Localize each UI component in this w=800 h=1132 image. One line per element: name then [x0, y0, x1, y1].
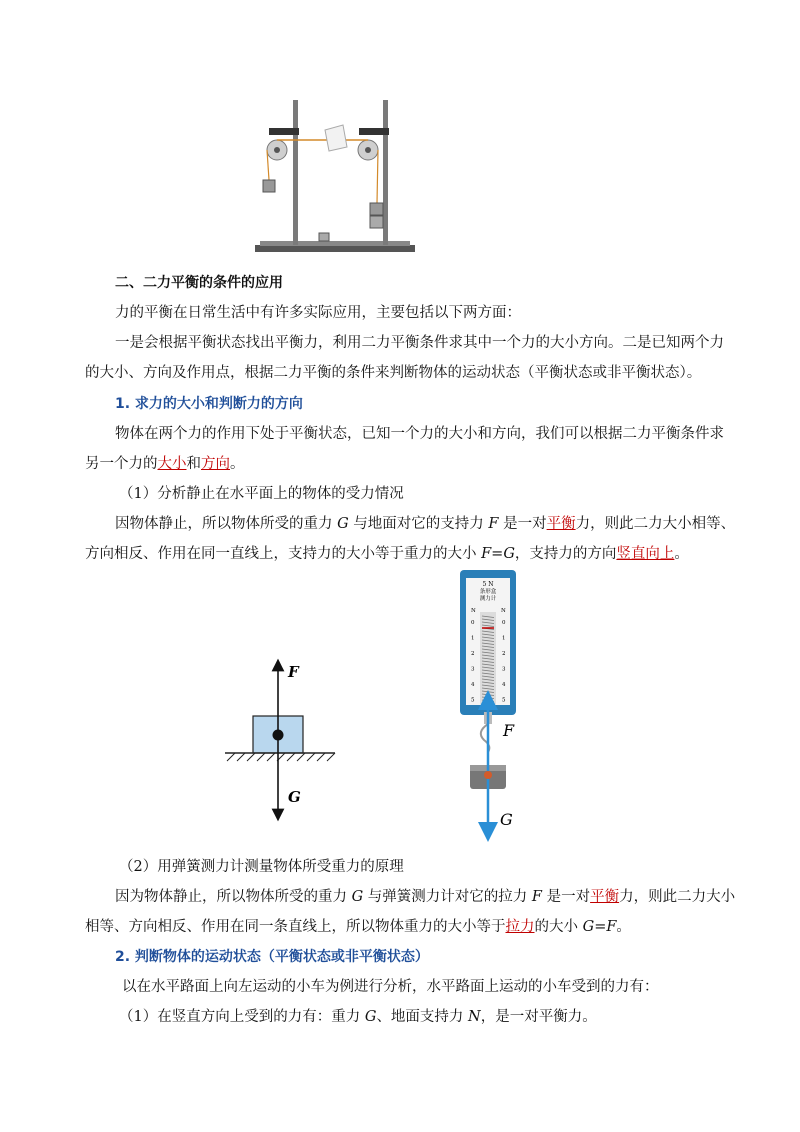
- scale-tick-label-left-0: 0: [471, 620, 475, 626]
- scale-tick-label-left-4: 4: [471, 682, 475, 688]
- section-title: 二、二力平衡的条件的应用: [115, 275, 283, 291]
- para2-line1: 物体在两个力的作用下处于平衡状态，已知一个力的大小和方向，我们可以根据二力平衡条件求: [115, 426, 724, 442]
- answer-blank-balance: 平衡: [546, 516, 576, 532]
- scale-label-F: F: [503, 721, 515, 740]
- answer-blank-pull: 拉力: [505, 919, 535, 935]
- scale-unit-right: N: [501, 608, 506, 614]
- heading-1: 1. 求力的大小和判断力的方向: [115, 396, 303, 412]
- para7: 以在水平路面上向左运动的小车为例进行分析，水平路面上运动的小车受到的力有：: [122, 979, 659, 995]
- scale-tick-label-left-3: 3: [471, 666, 475, 673]
- scale-top-label-3: 测力计: [479, 596, 497, 602]
- heading-2: 2. 判断物体的运动状态（平衡状态或非平衡状态）: [115, 949, 429, 965]
- scale-tick-label-right-3: 3: [502, 666, 506, 673]
- scale-label-G: G: [500, 810, 513, 829]
- box-label-F: F: [288, 663, 299, 681]
- para5-line2: 相等、方向相反、作用在同一条直线上，所以物体重力的大小等于拉力的大小 G=F。: [85, 919, 631, 935]
- para3-line2: 方向相反、作用在同一直线上，支持力的大小等于重力的大小 F=G，支持力的方向竖直向上。: [85, 546, 689, 562]
- para5-line1: 因为物体静止，所以物体所受的重力 G 与弹簧测力计对它的拉力 F 是一对平衡力，则此二力大小: [115, 889, 736, 905]
- scale-tick-label-right-2: 2: [502, 651, 506, 657]
- scale-tick-label-left-2: 2: [471, 651, 475, 657]
- balance-apparatus-figure: [255, 95, 415, 255]
- para2-line2: 另一个力的大小和方向。: [85, 456, 245, 472]
- subheading-1: （1）分析静止在水平面上的物体的受力情况: [119, 486, 404, 502]
- box-force-diagram: [225, 655, 345, 825]
- scale-tick-label-left-5: 5: [471, 697, 475, 704]
- scale-unit-left: N: [471, 608, 476, 614]
- scale-top-label-2: 条形盒: [479, 589, 497, 595]
- scale-tick-label-right-1: 1: [502, 635, 506, 642]
- scale-tick-label-right-0: 0: [502, 620, 506, 626]
- para8: （1）在竖直方向上受到的力有：重力 G、地面支持力 N，是一对平衡力。: [119, 1009, 597, 1025]
- para1-line2: 的大小、方向及作用点，根据二力平衡的条件来判断物体的运动状态（平衡状态或非平衡状态）。: [85, 365, 702, 381]
- spring-scale-figure: [440, 570, 560, 840]
- scale-tick-label-left-1: 1: [471, 635, 475, 642]
- box-label-G: G: [288, 788, 301, 806]
- subheading-2: （2）用弹簧测力计测量物体所受重力的原理: [119, 859, 404, 875]
- para3-line1: 因物体静止，所以物体所受的重力 G 与地面对它的支持力 F 是一对平衡力，则此二力大小相等、: [115, 516, 736, 532]
- scale-tick-label-right-4: 4: [502, 682, 506, 688]
- answer-blank-balance-2: 平衡: [590, 889, 620, 905]
- para1-line1: 一是会根据平衡状态找出平衡力，利用二力平衡条件求其中一个力的大小方向。二是已知两个力: [115, 335, 724, 351]
- answer-blank-size: 大小: [157, 456, 187, 472]
- scale-top-label-1: 5 N: [482, 581, 494, 588]
- answer-blank-direction: 方向: [201, 456, 230, 472]
- scale-tick-label-right-5: 5: [502, 697, 506, 704]
- intro-text: 力的平衡在日常生活中有许多实际应用，主要包括以下两方面：: [115, 305, 521, 321]
- answer-blank-vertical-up: 竖直向上: [616, 546, 675, 562]
